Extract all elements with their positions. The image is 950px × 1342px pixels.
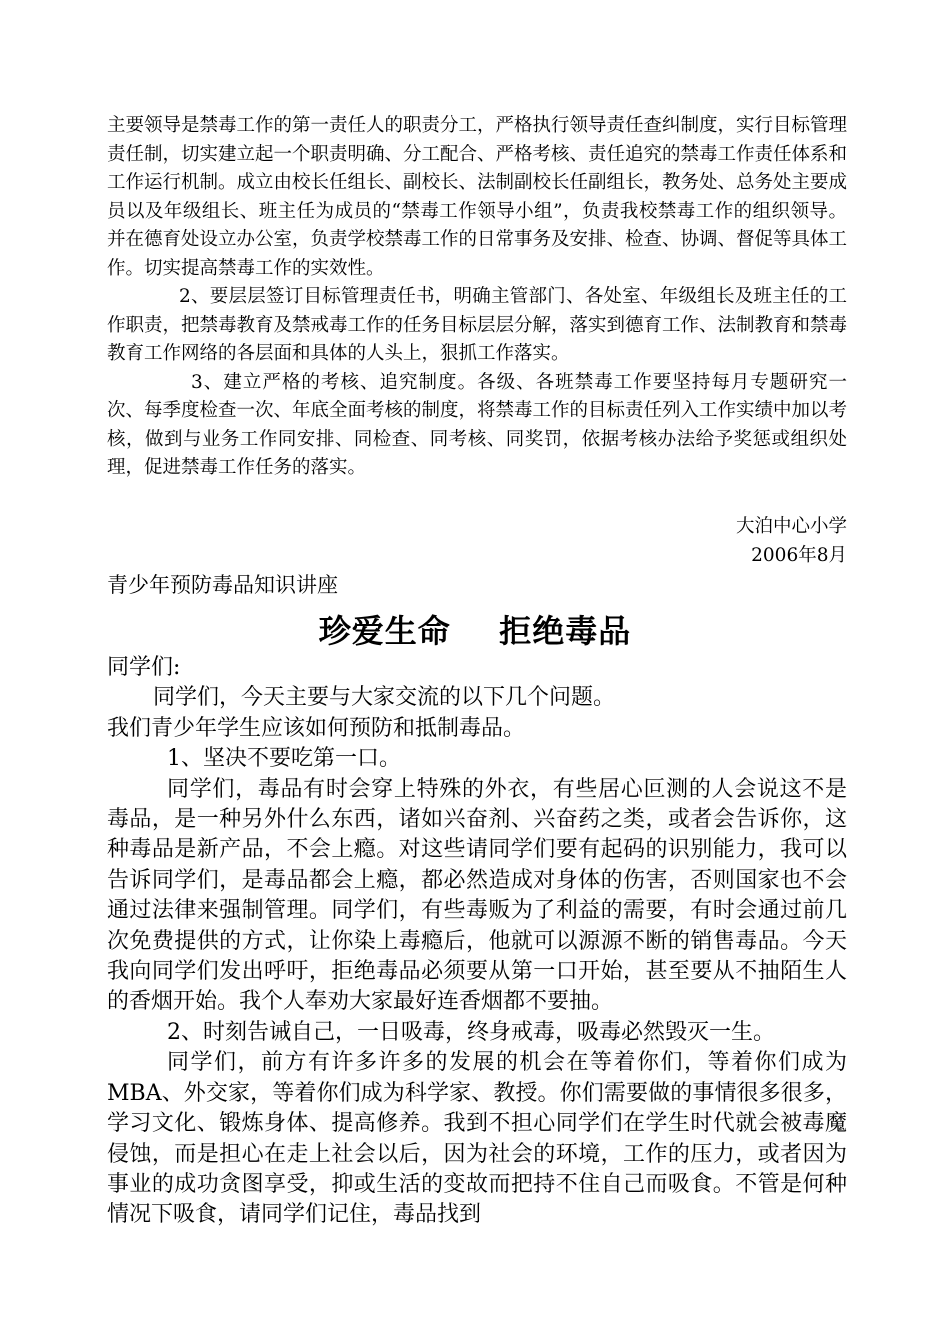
lecture-label: 青少年预防毒品知识讲座 [107,573,338,597]
point-1-heading: 1、坚决不要吃第一口。 [167,746,401,772]
signature-school: 大泊中心小学 [735,516,847,537]
paragraph-leadership: 主要领导是禁毒工作的第一责任人的职责分工，严格执行领导责任查纠制度，实行目标管理责任制，切实建立起一个职责明确、分工配合、严格考核、责任追究的禁毒工作责任体系和工作运行机制。成立由校长任组长、副校长、法制副校长任副组长，教务处、总务处主要成员以及年级组长、班主任为成员的“禁毒工作领导小组”，负责我校禁毒工作的组织领导。并在德育处设立办公室，负责学校禁毒工作的日常事务及安排、检查、协调、督促等具体工作。切实提高禁毒工作的实效性。 [107,115,848,279]
lecture-body [107,653,847,1231]
point-1-body: 同学们，毒品有时会穿上特殊的外衣，有些居心叵测的人会说这不是毒品，是一种另外什么东西，诸如兴奋剂、兴奋药之类，或者会告诉你，这种毒品是新产品，不会上瘾。对这些请同学们要有起码的识别能力，我可以告诉同学们，是毒品都会上瘾，都必然造成对身体的伤害，否则国家也不会通过法律来强制管理。同学们，有些毒贩为了利益的需要，有时会通过前几次免费提供的方式，让你染上毒瘾后，他就可以源源不断的销售毒品。今天我向同学们发出呼吁，拒绝毒品必须要从第一口开始，甚至要从不抽陌生人的香烟开始。我个人奉劝大家最好连香烟都不要抽。 [107,776,847,1015]
point-2-body: 同学们，前方有许多许多的发展的机会在等着你们，等着你们成为MBA、外交家，等着你们成为科学家、教授。你们需要做的事情很多很多，学习文化、锻炼身体、提高修养。我到不担心同学们在学生时代就会被毒魔侵蚀，而是担心在走上社会以后，因为社会的环境，工作的压力，或者因为事业的成功贪图享受，抑或生活的变故而把持不住自己而吸食。不管是何种情况下吸食，请同学们记住，毒品找到 [107,1050,847,1228]
responsibility-section [107,112,847,483]
signature-date: 2006年8月 [751,545,847,566]
question-line: 我们青少年学生应该如何预防和抵制毒品。 [107,715,526,741]
lecture-title: 珍爱生命 拒绝毒品 [318,612,632,650]
paragraph-target-responsibility: 2、要层层签订目标管理责任书，明确主管部门、各处室、年级组长及班主任的工作职责，把禁毒教育及禁戒毒工作的任务目标层层分解，落实到德育工作、法制教育和禁毒教育工作网络的各层面和具体的人头上，狠抓工作落实。 [107,286,848,364]
intro-line: 同学们，今天主要与大家交流的以下几个问题。 [153,685,616,711]
greeting: 同学们: [107,655,181,680]
point-2-heading: 2、时刻告诫自己，一日吸毒，终身戒毒，吸毒必然毁灭一生。 [167,1019,775,1045]
paragraph-assessment-system: 3、建立严格的考核、追究制度。各级、各班禁毒工作要坚持每月专题研究一次、每季度检查一次、年底全面考核的制度，将禁毒工作的目标责任列入工作实绩中加以考核，做到与业务工作同安排、同检查、同考核、同奖罚，依据考核办法给予奖惩或组织处理，促进禁毒工作任务的落实。 [107,371,848,478]
